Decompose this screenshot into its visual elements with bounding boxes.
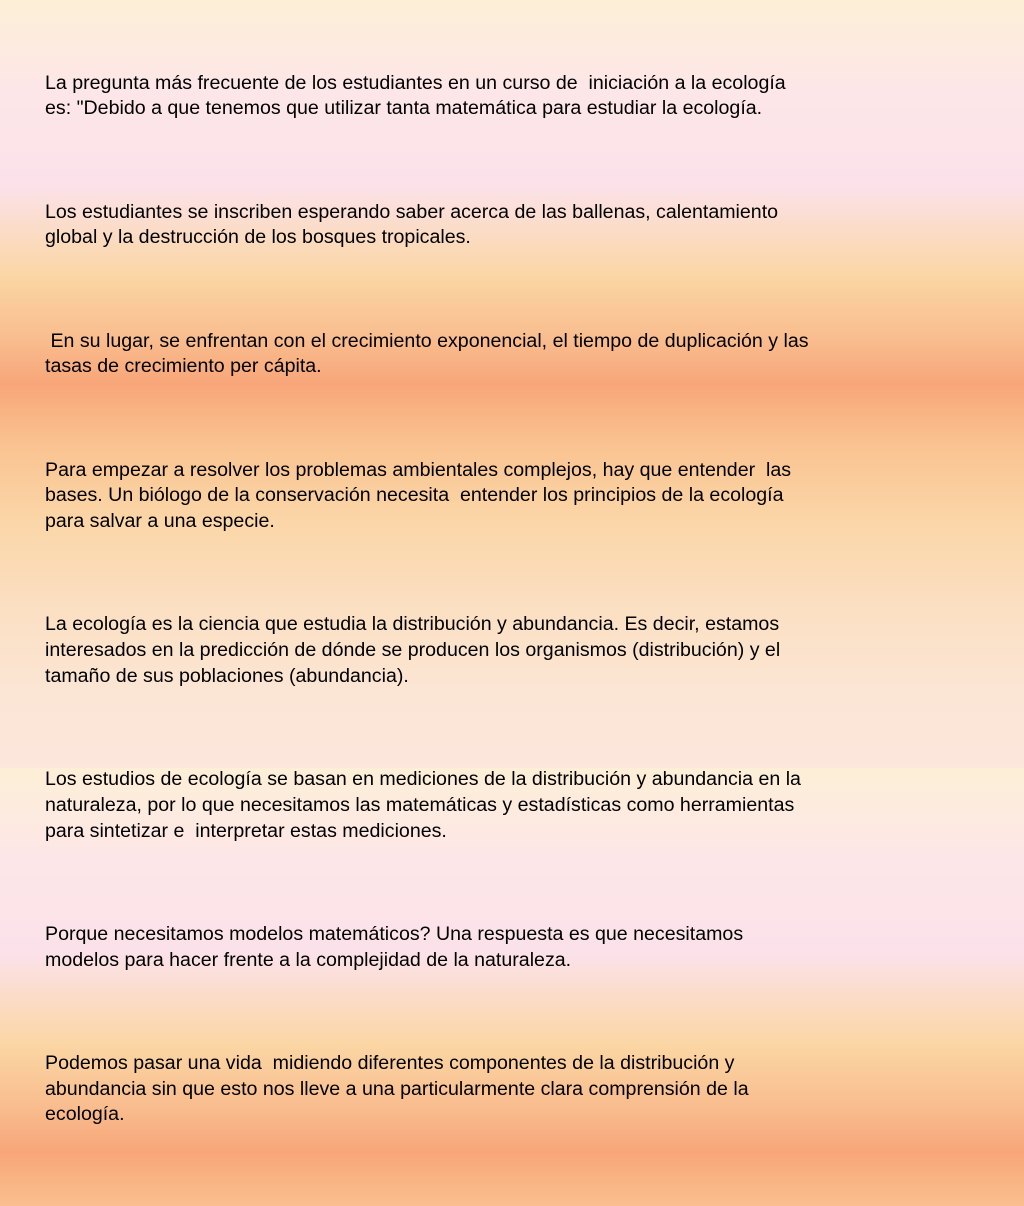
paragraph-6: Los estudios de ecología se basan en mediciones de la distribución y abundancia en la naturaleza, por lo que necesitamos las matemáticas y estadísticas como herramientas para sintetizar e interpretar estas mediciones. [45, 768, 801, 842]
paragraph-4: Para empezar a resolver los problemas ambientales complejos, hay que entender las bases. Un biólogo de la conservación necesita entender los principios de la ecología para salvar a una especie. [45, 458, 792, 533]
paragraph-8: Podemos pasar una vida midiendo diferentes componentes de la distribución y abundancia sin que esto nos lleve a una particularmente clara comprensión de la ecología. [45, 1051, 749, 1126]
paragraph-2: Los estudiantes se inscriben esperando saber acerca de las ballenas, calentamiento global y la destrucción de los bosques tropicales. [45, 200, 779, 249]
paragraph-5: La ecología es la ciencia que estudia la distribución y abundancia. Es decir, estamos interesados en la predicción de dónde se producen los organismos (distribución) y el tamaño de sus poblaciones (abundancia). [45, 613, 781, 687]
paragraph-1: La pregunta más frecuente de los estudiantes en un curso de iniciación a la ecología es: "Debido a que tenemos que utilizar tanta matemática para estudiar la ecología. [45, 71, 786, 120]
slide-text-body [45, 19, 895, 1206]
paragraph-3: En su lugar, se enfrentan con el crecimiento exponencial, el tiempo de duplicación y las tasas de crecimiento per cápita. [45, 329, 809, 378]
paragraph-7: Porque necesitamos modelos matemáticos? Una respuesta es que necesitamos modelos para hacer frente a la complejidad de la naturaleza. [45, 922, 744, 971]
